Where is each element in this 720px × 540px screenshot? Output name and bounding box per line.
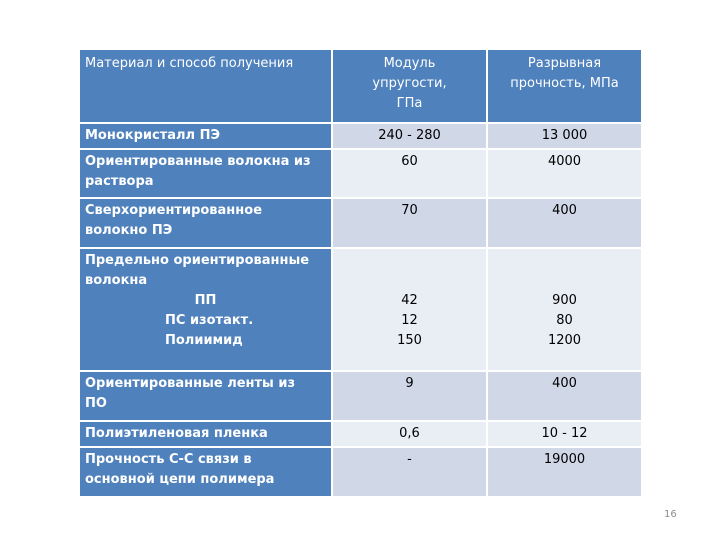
row-name-line: раствора [85,174,154,189]
row-strength [487,149,642,198]
table-row [79,198,642,248]
row-strength [487,248,642,371]
row-name-line: ПО [85,396,107,411]
row-strength [487,198,642,248]
row-name [79,371,332,421]
modulus-value: 42 [401,293,418,308]
header-modulus-line1: Модуль [383,56,436,71]
row-strength [487,447,642,497]
strength-value: 80 [556,313,573,328]
table-row [79,149,642,198]
row-name [79,149,332,198]
row-modulus [332,123,487,149]
modulus-value: 150 [397,333,422,348]
row-name-line: Предельно ориентированные [85,253,310,268]
header-material-text: Материал и способ получения [85,56,294,71]
row-strength [487,371,642,421]
modulus-value: 12 [401,313,418,328]
row-name [79,447,332,497]
row-name [79,248,332,371]
header-material [79,49,332,123]
modulus-value: 0,6 [399,426,420,441]
modulus-value: 70 [401,203,418,218]
table-row [79,248,642,371]
row-name-line: основной цепи полимера [85,472,275,487]
modulus-value: 60 [401,154,418,169]
header-strength-line2: прочность, МПа [510,76,619,91]
row-modulus [332,371,487,421]
row-name [79,421,332,447]
row-modulus [332,149,487,198]
row-name-line: волокна [85,273,148,288]
sub-material: Полиимид [165,333,243,348]
sub-material: ПС изотакт. [165,313,254,328]
modulus-value: 9 [405,376,414,391]
strength-value: 13 000 [541,128,588,143]
table-row [79,447,642,497]
header-modulus-line2: упругости, [372,76,447,91]
table-header-row [79,49,642,123]
strength-value: 19000 [543,452,586,467]
row-modulus [332,421,487,447]
table-row [79,421,642,447]
row-name-line: Полиэтиленовая пленка [85,426,268,441]
sub-material: ПП [194,293,217,308]
row-modulus [332,447,487,497]
strength-value: 400 [552,203,577,218]
strength-value: 1200 [547,333,582,348]
table-row [79,123,642,149]
row-name-line: Сверхориентированное [85,203,263,218]
row-name-line: Ориентированные ленты из [85,376,296,391]
header-modulus [332,49,487,123]
properties-table [78,48,643,498]
row-strength [487,123,642,149]
row-name-line: волокно ПЭ [85,223,173,238]
header-strength-line1: Разрывная [527,56,602,71]
table-row [79,371,642,421]
modulus-value: 240 - 280 [378,128,441,143]
strength-value: 900 [552,293,577,308]
modulus-value: - [407,452,412,467]
strength-value: 10 - 12 [541,426,588,441]
row-strength [487,421,642,447]
row-name-line: Ориентированные волокна из [85,154,311,169]
row-name-line: Монокристалл ПЭ [85,128,221,143]
row-modulus [332,248,487,371]
header-modulus-line3: ГПа [396,96,423,111]
strength-value: 4000 [547,154,582,169]
row-name [79,198,332,248]
page-number: 16 [664,509,677,520]
row-name [79,123,332,149]
strength-value: 400 [552,376,577,391]
header-strength [487,49,642,123]
row-name-line: Прочность С-С связи в [85,452,252,467]
row-modulus [332,198,487,248]
